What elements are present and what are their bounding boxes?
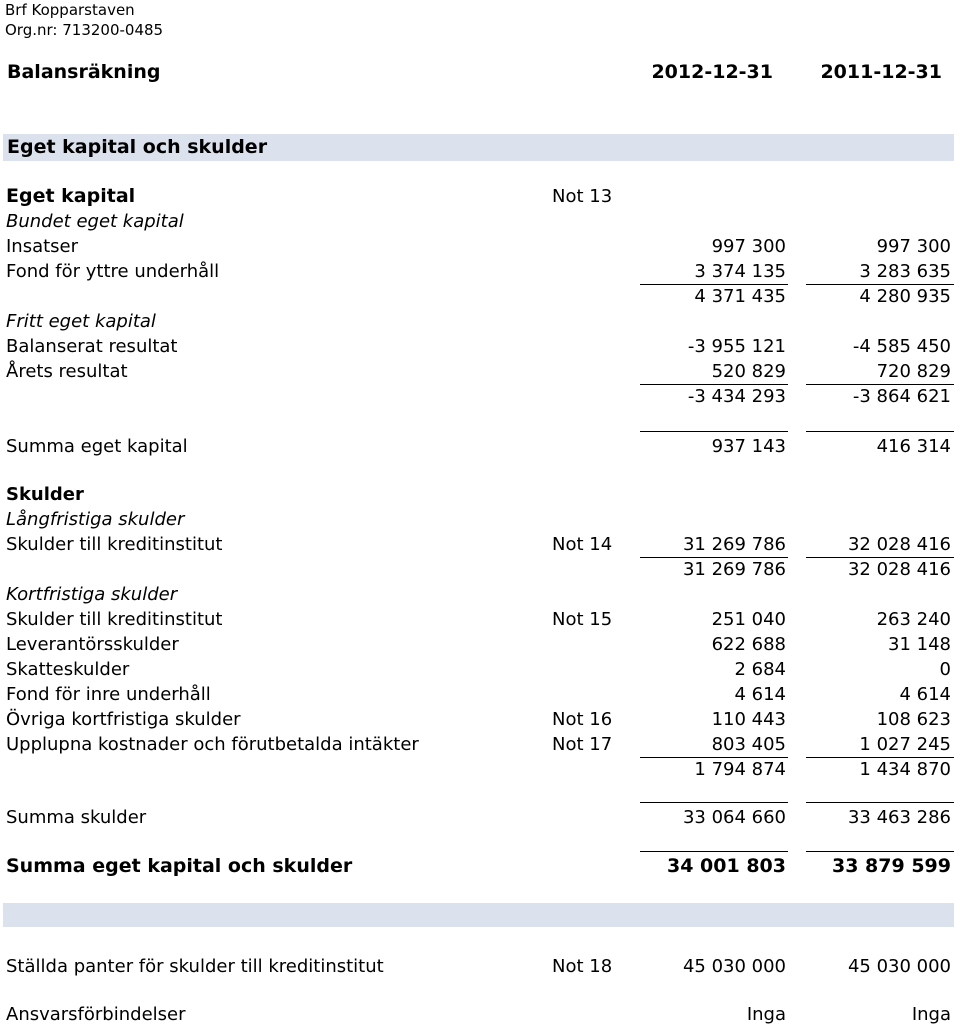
table-row bbox=[0, 607, 960, 632]
row-label: Skulder till kreditinstitut bbox=[6, 534, 223, 555]
table-row bbox=[0, 209, 960, 234]
row-value-2012: 31 269 786 bbox=[682, 559, 786, 580]
row-value-2011: Inga bbox=[911, 1004, 951, 1025]
row-note: Not 13 bbox=[552, 186, 613, 207]
column-header-2011: 2011-12-31 bbox=[820, 61, 942, 83]
underline bbox=[806, 802, 954, 803]
row-value-2011: 0 bbox=[939, 659, 951, 680]
row-note: Not 14 bbox=[552, 534, 613, 555]
grand-total-row bbox=[0, 854, 960, 879]
row-label: Kortfristiga skulder bbox=[6, 584, 178, 605]
table-row bbox=[0, 732, 960, 757]
row-value-2012: 34 001 803 bbox=[667, 855, 786, 877]
statement-header bbox=[0, 59, 960, 85]
table-row bbox=[0, 482, 960, 507]
row-value-2011: 3 283 635 bbox=[859, 261, 951, 282]
row-value-2011: 32 028 416 bbox=[847, 534, 951, 555]
row-value-2012: 1 794 874 bbox=[694, 759, 786, 780]
row-value-2011: 263 240 bbox=[876, 609, 951, 630]
total-row bbox=[0, 434, 960, 459]
table-row bbox=[0, 359, 960, 384]
table-row bbox=[0, 184, 960, 209]
row-value-2012: 110 443 bbox=[711, 709, 786, 730]
section-title: Eget kapital och skulder bbox=[7, 136, 268, 158]
table-row bbox=[0, 657, 960, 682]
table-row bbox=[0, 632, 960, 657]
row-value-2012: 45 030 000 bbox=[682, 956, 786, 977]
row-label: Övriga kortfristiga skulder bbox=[6, 709, 241, 730]
row-value-2011: 33 463 286 bbox=[847, 807, 951, 828]
table-row bbox=[0, 309, 960, 334]
subtotal-row bbox=[0, 284, 960, 309]
table-row bbox=[0, 532, 960, 557]
row-value-2012: 622 688 bbox=[711, 634, 786, 655]
row-value-2012: 4 614 bbox=[734, 684, 786, 705]
row-value-2011: -3 864 621 bbox=[852, 386, 951, 407]
row-value-2012: 31 269 786 bbox=[682, 534, 786, 555]
subtotal-row bbox=[0, 557, 960, 582]
row-value-2011: 416 314 bbox=[876, 436, 951, 457]
row-label: Årets resultat bbox=[6, 361, 128, 382]
row-value-2012: -3 434 293 bbox=[687, 386, 786, 407]
row-value-2012: 520 829 bbox=[711, 361, 786, 382]
row-label: Insatser bbox=[6, 236, 79, 257]
row-label: Bundet eget kapital bbox=[6, 211, 184, 232]
subtotal-row bbox=[0, 757, 960, 782]
row-value-2012: 3 374 135 bbox=[694, 261, 786, 282]
org-number: Org.nr: 713200-0485 bbox=[5, 21, 164, 39]
row-note: Not 17 bbox=[552, 734, 613, 755]
row-value-2012: 251 040 bbox=[711, 609, 786, 630]
section-band bbox=[3, 903, 954, 927]
row-value-2012: 33 064 660 bbox=[682, 807, 786, 828]
row-value-2011: 108 623 bbox=[876, 709, 951, 730]
row-value-2012: Inga bbox=[746, 1004, 786, 1025]
underline bbox=[806, 851, 954, 852]
row-note: Not 16 bbox=[552, 709, 613, 730]
row-value-2011: 32 028 416 bbox=[847, 559, 951, 580]
subtotal-row bbox=[0, 384, 960, 409]
row-value-2011: 1 027 245 bbox=[859, 734, 951, 755]
row-value-2011: 997 300 bbox=[876, 236, 951, 257]
row-label: Summa eget kapital bbox=[6, 436, 188, 457]
row-label: Ansvarsförbindelser bbox=[6, 1004, 186, 1025]
table-row bbox=[0, 1002, 960, 1027]
row-label: Fond för inre underhåll bbox=[6, 684, 211, 705]
row-label: Ställda panter för skulder till kreditinstitut bbox=[6, 956, 384, 977]
row-value-2011: 4 280 935 bbox=[859, 286, 951, 307]
row-label: Långfristiga skulder bbox=[6, 509, 185, 530]
row-label: Fritt eget kapital bbox=[6, 311, 156, 332]
table-row bbox=[0, 682, 960, 707]
row-value-2012: 803 405 bbox=[711, 734, 786, 755]
underline bbox=[640, 802, 788, 803]
table-row bbox=[0, 334, 960, 359]
row-value-2011: 4 614 bbox=[899, 684, 951, 705]
column-header-2012: 2012-12-31 bbox=[651, 61, 773, 83]
row-value-2011: 1 434 870 bbox=[859, 759, 951, 780]
row-label: Summa skulder bbox=[6, 807, 147, 828]
row-value-2011: 33 879 599 bbox=[832, 855, 951, 877]
row-label: Skulder bbox=[6, 484, 84, 505]
table-row bbox=[0, 582, 960, 607]
row-value-2012: 4 371 435 bbox=[694, 286, 786, 307]
row-value-2012: -3 955 121 bbox=[687, 336, 786, 357]
row-label: Upplupna kostnader och förutbetalda intäkter bbox=[6, 734, 419, 755]
row-label: Leverantörsskulder bbox=[6, 634, 179, 655]
underline bbox=[640, 431, 788, 432]
row-note: Not 15 bbox=[552, 609, 613, 630]
row-label: Skulder till kreditinstitut bbox=[6, 609, 223, 630]
table-row bbox=[0, 707, 960, 732]
row-value-2012: 937 143 bbox=[711, 436, 786, 457]
row-label: Fond för yttre underhåll bbox=[6, 261, 220, 282]
row-value-2011: 31 148 bbox=[888, 634, 951, 655]
row-label: Summa eget kapital och skulder bbox=[6, 855, 353, 877]
row-value-2011: -4 585 450 bbox=[852, 336, 951, 357]
section-band bbox=[3, 134, 954, 161]
row-value-2012: 997 300 bbox=[711, 236, 786, 257]
row-value-2011: 720 829 bbox=[876, 361, 951, 382]
row-value-2012: 2 684 bbox=[734, 659, 786, 680]
row-label: Balanserat resultat bbox=[6, 336, 178, 357]
underline bbox=[806, 431, 954, 432]
row-label: Eget kapital bbox=[6, 185, 136, 207]
row-label: Skatteskulder bbox=[6, 659, 130, 680]
row-note: Not 18 bbox=[552, 956, 613, 977]
table-row bbox=[0, 259, 960, 284]
row-value-2011: 45 030 000 bbox=[847, 956, 951, 977]
table-row bbox=[0, 234, 960, 259]
total-row bbox=[0, 805, 960, 830]
page-title: Balansräkning bbox=[7, 61, 161, 83]
table-row bbox=[0, 507, 960, 532]
org-name: Brf Kopparstaven bbox=[5, 1, 135, 19]
table-row bbox=[0, 954, 960, 979]
underline bbox=[640, 851, 788, 852]
